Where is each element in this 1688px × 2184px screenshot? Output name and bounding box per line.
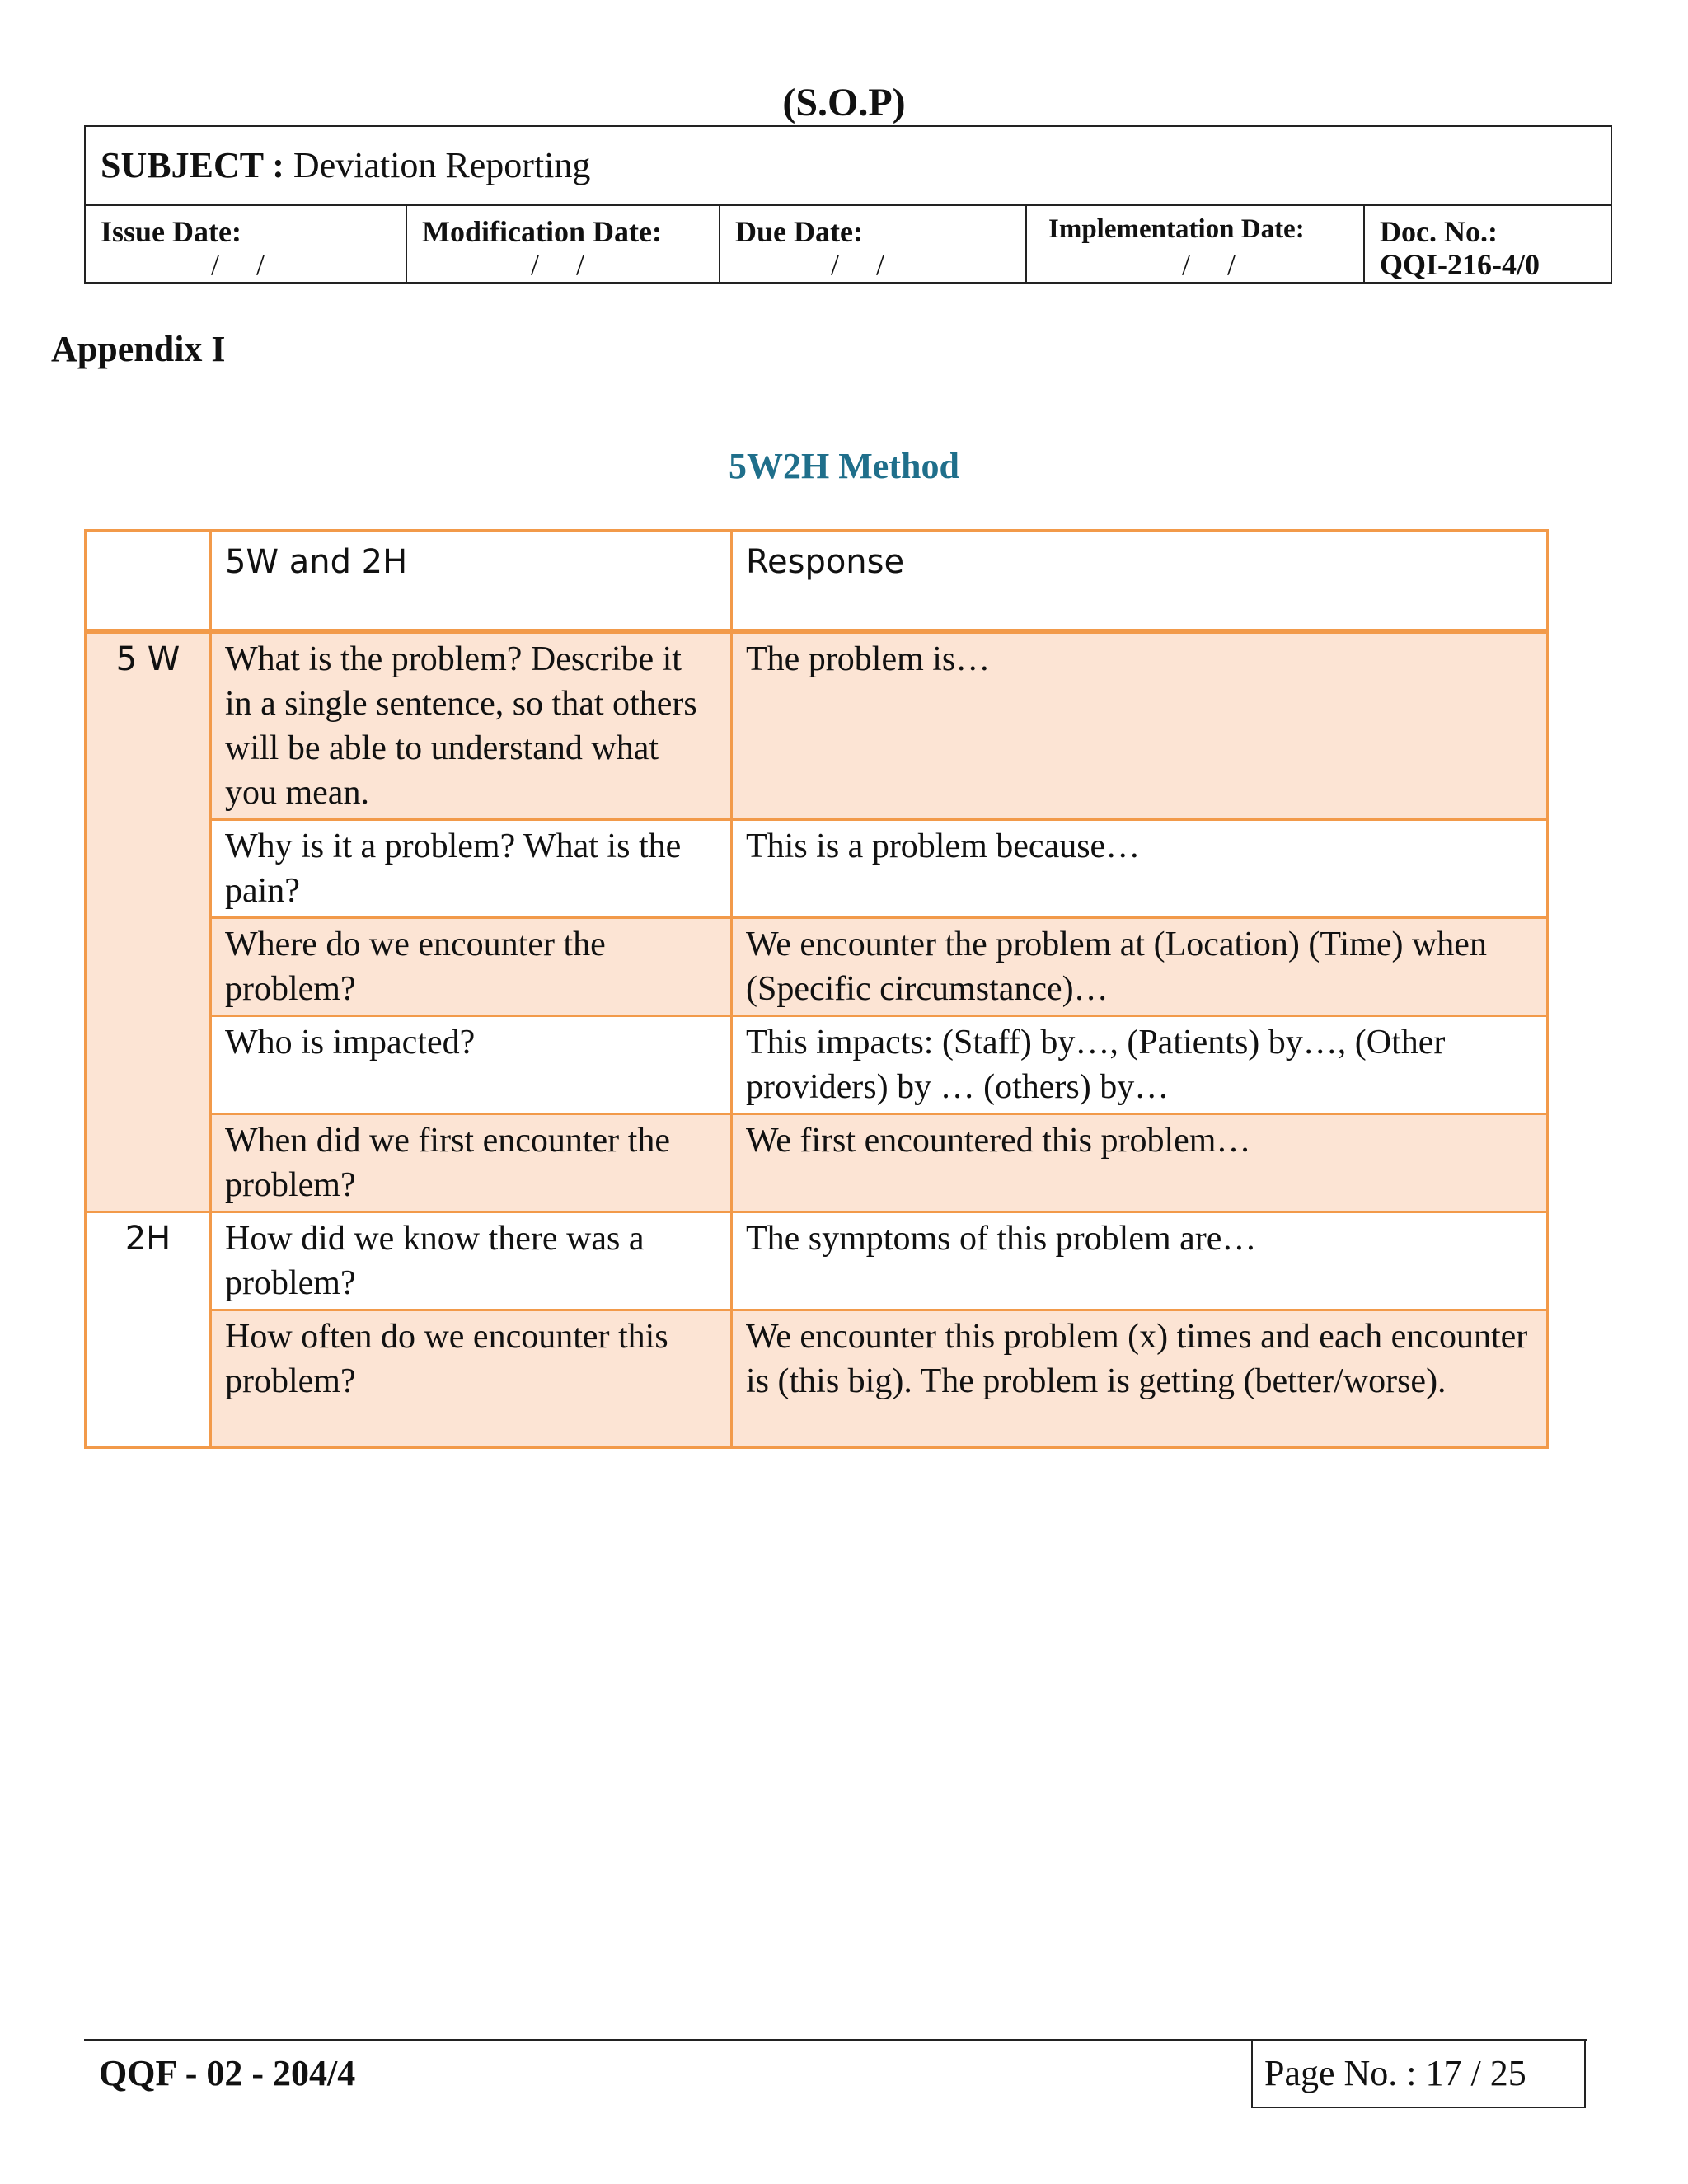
table-row — [86, 918, 1548, 1016]
implementation-date-label: Implementation Date: — [1048, 214, 1305, 244]
response-cell: This is a problem because… — [732, 820, 1548, 918]
table-row — [86, 820, 1548, 918]
table-header-row — [86, 531, 1548, 632]
header-cell-5w2h: 5W and 2H — [211, 531, 732, 632]
footer-form-code: QQF - 02 - 204/4 — [99, 2053, 356, 2093]
method-title: 5W2H Method — [729, 446, 959, 486]
response-cell: We encounter this problem (x) times and each encounter is (this big). The problem is getting (better/worse). — [732, 1310, 1548, 1448]
due-date-value: / / — [831, 248, 900, 281]
due-date-label: Due Date: — [735, 215, 863, 248]
table-row — [86, 1114, 1548, 1212]
due-date-cell — [720, 205, 1026, 283]
response-cell: We first encountered this problem… — [732, 1114, 1548, 1212]
response-cell: The symptoms of this problem are… — [732, 1212, 1548, 1310]
response-cell: We encounter the problem at (Location) (Time) when (Specific circumstance)… — [732, 918, 1548, 1016]
header-cell-blank — [86, 531, 211, 632]
modification-date-cell — [406, 205, 720, 283]
response-cell: The problem is… — [732, 631, 1548, 820]
page-number-box — [1251, 2039, 1586, 2108]
doc-no-label: Doc. No.: — [1380, 215, 1498, 248]
issue-date-label: Issue Date: — [101, 215, 241, 248]
issue-date-value: / / — [211, 248, 280, 281]
response-cell: This impacts: (Staff) by…, (Patients) by…, (Other providers) by … (others) by… — [732, 1016, 1548, 1114]
header-cell-response: Response — [732, 531, 1548, 632]
question-cell: Who is impacted? — [211, 1016, 732, 1114]
subject-value: Deviation Reporting — [293, 145, 591, 185]
table-row — [86, 1212, 1548, 1310]
document-title: (S.O.P) — [782, 81, 906, 124]
question-cell: What is the problem? Describe it in a single sentence, so that others will be able to understand what you mean. — [211, 631, 732, 820]
subject-cell — [85, 126, 1611, 205]
issue-date-cell — [85, 205, 406, 283]
page-number: Page No. : 17 / 25 — [1264, 2053, 1526, 2093]
subject-label: SUBJECT : — [101, 145, 284, 185]
question-cell: How did we know there was a problem? — [211, 1212, 732, 1310]
doc-no-value: QQI-216-4/0 — [1380, 248, 1540, 281]
implementation-date-value: / / — [1182, 248, 1251, 281]
question-cell: How often do we encounter this problem? — [211, 1310, 732, 1448]
implementation-date-cell — [1026, 205, 1364, 283]
modification-date-label: Modification Date: — [422, 215, 662, 248]
table-row — [86, 631, 1548, 820]
question-cell: Why is it a problem? What is the pain? — [211, 820, 732, 918]
doc-no-cell — [1364, 205, 1611, 283]
question-cell: When did we first encounter the problem? — [211, 1114, 732, 1212]
header-table — [84, 125, 1612, 284]
question-cell: Where do we encounter the problem? — [211, 918, 732, 1016]
modification-date-value: / / — [531, 248, 600, 281]
appendix-heading: Appendix I — [51, 329, 226, 369]
5w2h-table — [84, 529, 1549, 1449]
group-label-5w: 5 W — [86, 631, 211, 1212]
group-label-2h: 2H — [86, 1212, 211, 1448]
table-row — [86, 1016, 1548, 1114]
table-row — [86, 1310, 1548, 1448]
